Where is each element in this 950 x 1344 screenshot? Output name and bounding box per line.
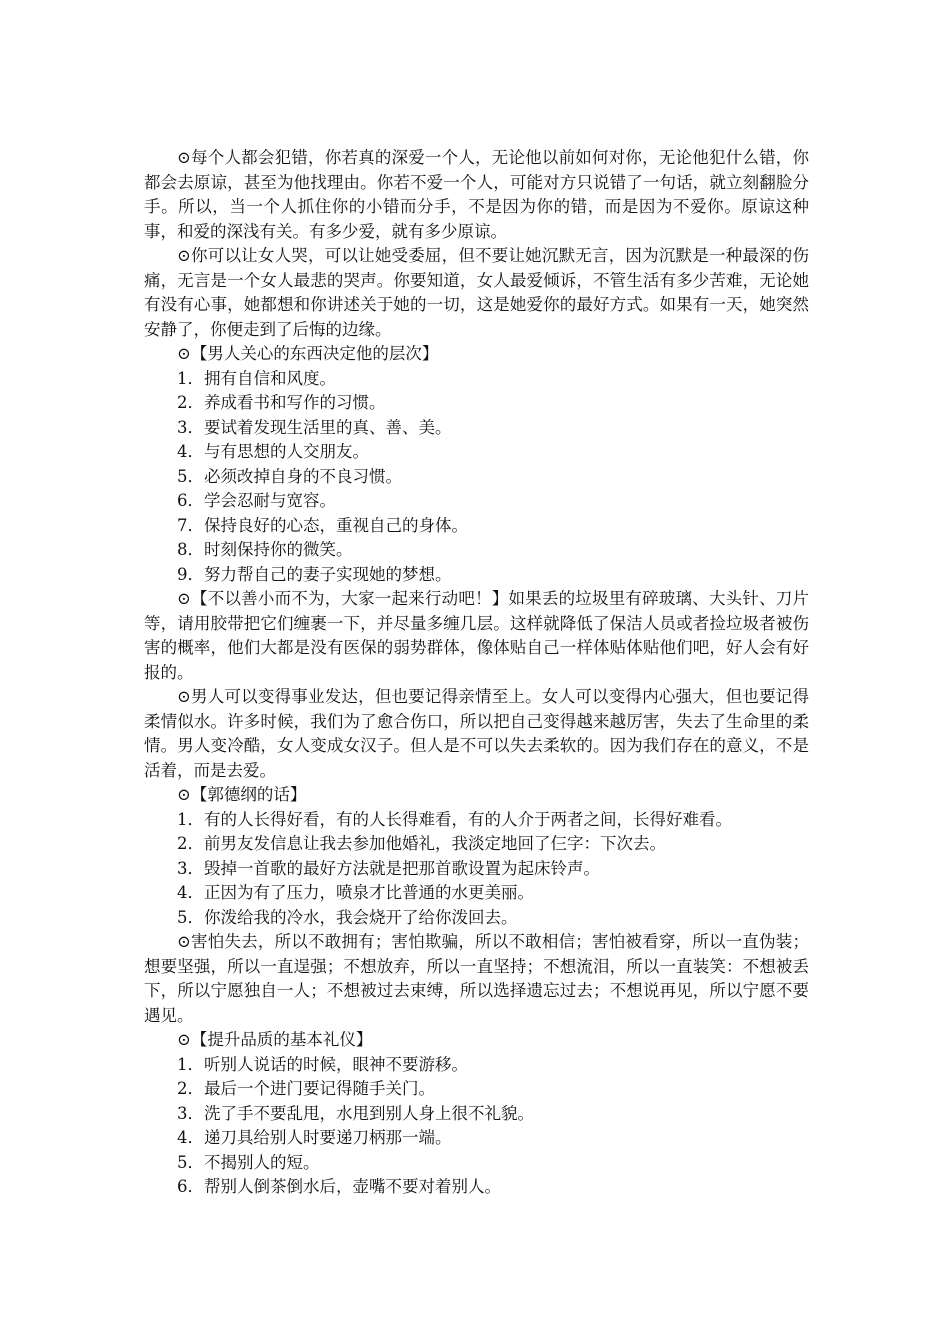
list-item: 7．保持良好的心态，重视自己的身体。 xyxy=(177,515,468,535)
list-item: 4．递刀具给别人时要递刀柄那一端。 xyxy=(177,1128,452,1147)
list-item: 5．必须改掉自身的不良习惯。 xyxy=(177,466,402,486)
section-heading-guo-degang: ⊙【郭德纲的话】 xyxy=(177,785,307,804)
paragraph-garbage-safety: ⊙【不以善小而不为，大家一起来行动吧！】如果丢的垃圾里有碎玻璃、大头针、刀片等，请用胶带把它们缠裹一下，并尽量多缠几层。这样就降低了保洁人员或者捡垃圾者被伤害的概率，他们大都是没有医保的弱势群体，像体贴自己一样体贴体贴他们吧，好人会有好报的。 xyxy=(144,589,809,682)
list-item: 3．毁掉一首歌的最好方法就是把那首歌设置为起床铃声。 xyxy=(177,858,600,878)
list-item: 1．有的人长得好看，有的人长得难看，有的人介于两者之间，长得好难看。 xyxy=(177,809,732,829)
list-item: 5．你泼给我的冷水，我会烧开了给你泼回去。 xyxy=(177,907,518,927)
document-body xyxy=(144,146,809,1200)
list-item: 8．时刻保持你的微笑。 xyxy=(177,540,353,559)
list-item: 3．洗了手不要乱甩，水甩到别人身上很不礼貌。 xyxy=(177,1103,534,1123)
section-heading-etiquette: ⊙【提升品质的基本礼仪】 xyxy=(177,1030,373,1049)
list-item: 1．听别人说话的时候，眼神不要游移。 xyxy=(177,1054,468,1074)
list-item: 2．前男友发信息让我去参加他婚礼，我淡定地回了仨字：下次去。 xyxy=(177,834,666,853)
list-item: 6．帮别人倒茶倒水后，壶嘴不要对着别人。 xyxy=(177,1177,501,1196)
list-item: 5．不揭别人的短。 xyxy=(177,1152,320,1172)
section-heading-men-concerns: ⊙【男人关心的东西决定他的层次】 xyxy=(177,344,439,363)
list-item: 4．与有思想的人交朋友。 xyxy=(177,442,369,461)
paragraph-tenderness: ⊙男人可以变得事业发达，但也要记得亲情至上。女人可以变得内心强大，但也要记得柔情似水。许多时候，我们为了愈合伤口，所以把自己变得越来越厉害，失去了生命里的柔情。男人变冷酷，女人变成女汉子。但人是不可以失去柔软的。因为我们存在的意义，不是活着，而是去爱。 xyxy=(144,687,809,780)
paragraph-forgiveness: ⊙每个人都会犯错，你若真的深爱一个人，无论他以前如何对你，无论他犯什么错，你都会去原谅，甚至为他找理由。你若不爱一个人，可能对方只说错了一句话，就立刻翻脸分手。所以，当一个人抓住你的小错而分手，不是因为你的错，而是因为不爱你。原谅这种事，和爱的深浅有关。有多少爱，就有多少原谅。 xyxy=(144,148,809,241)
list-item: 6．学会忍耐与宽容。 xyxy=(177,491,336,510)
list-item: 9．努力帮自己的妻子实现她的梦想。 xyxy=(177,564,452,584)
paragraph-silence: ⊙你可以让女人哭，可以让她受委屈，但不要让她沉默无言，因为沉默是一种最深的伤痛，无言是一个女人最悲的哭声。你要知道，女人最爱倾诉，不管生活有多少苦难，无论她有没有心事，她都想和你讲述关于她的一切，这是她爱你的最好方式。如果有一天，她突然安静了，你便走到了后悔的边缘。 xyxy=(144,246,809,339)
list-item: 1．拥有自信和风度。 xyxy=(177,368,336,388)
list-item: 3．要试着发现生活里的真、善、美。 xyxy=(177,417,452,437)
list-item: 2．最后一个进门要记得随手关门。 xyxy=(177,1079,435,1098)
list-item: 2．养成看书和写作的习惯。 xyxy=(177,393,386,412)
list-item: 4．正因为有了压力，喷泉才比普通的水更美丽。 xyxy=(177,883,534,902)
paragraph-fear: ⊙害怕失去，所以不敢拥有；害怕欺骗，所以不敢相信；害怕被看穿，所以一直伪装；想要坚强，所以一直逞强；不想放弃，所以一直坚持；不想流泪，所以一直装笑：不想被丢下，所以宁愿独自一人；不想被过去束缚，所以选择遗忘过去；不想说再见，所以宁愿不要遇见。 xyxy=(144,932,809,1025)
